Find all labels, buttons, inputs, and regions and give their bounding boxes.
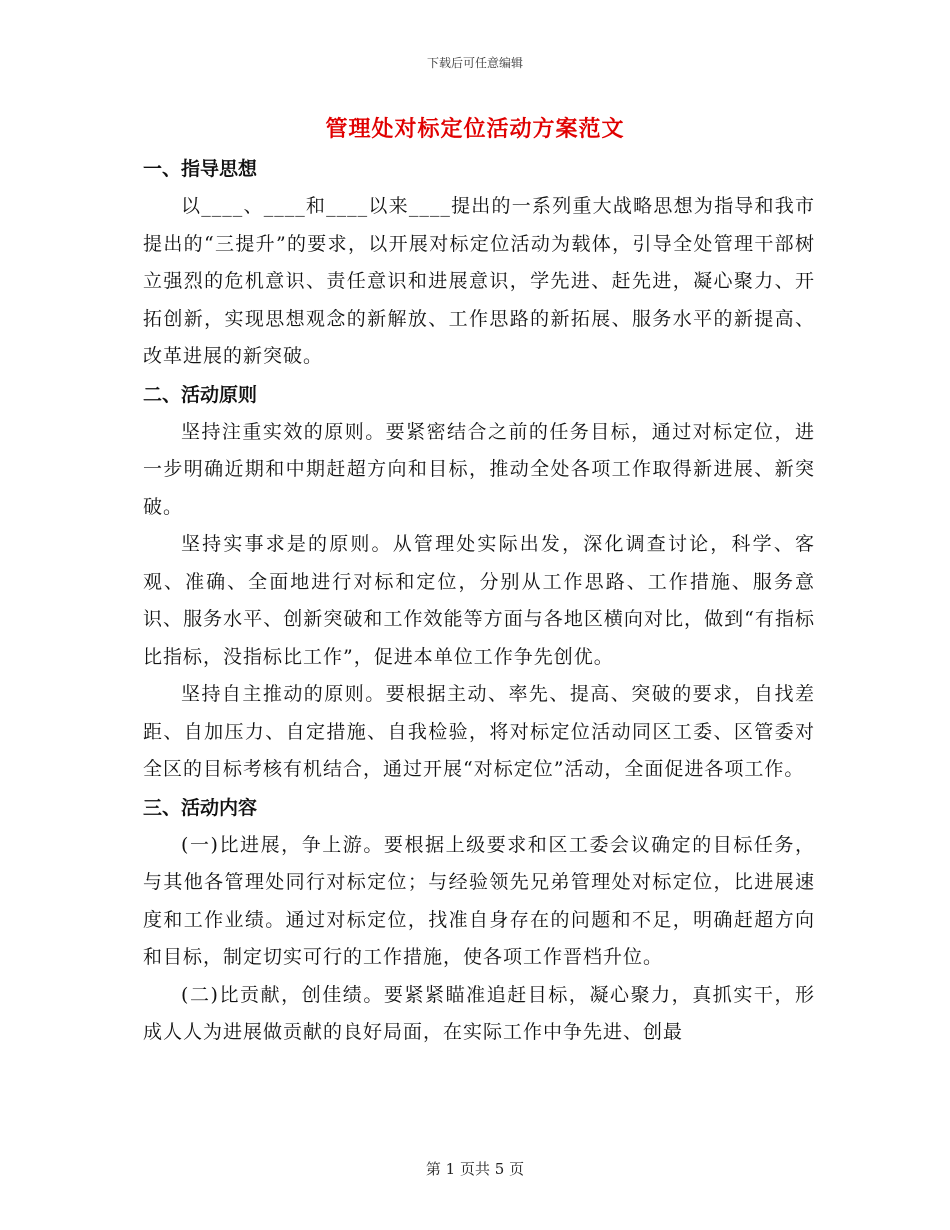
paragraph: 坚持实事求是的原则。从管理处实际出发，深化调查讨论，科学、客观、准确、全面地进行对标和定位，分别从工作思路、工作措施、服务意识、服务水平、创新突破和工作效能等方面与各地区横向对比，做到“有指标比指标，没指标比工作”，促进本单位工作争先创优。 [143,533,815,668]
section-heading-guiding-ideology: 一、指导思想 [143,158,258,180]
section-heading-activity-content: 三、活动内容 [143,796,258,819]
paragraph: 坚持注重实效的原则。要紧密结合之前的任务目标，通过对标定位，进一步明确近期和中期赶超方向和目标，推动全处各项工作取得新进展、新突破。 [143,420,815,518]
paragraph: 以____、____和____以来____提出的一系列重大战略思想为指导和我市提出的“三提升”的要求，以开展对标定位活动为载体，引导全处管理干部树立强烈的危机意识、责任意识和进展意识，学先进、赶先进，凝心聚力、开拓创新，实现思想观念的新解放、工作思路的新拓展、服务水平的新提高、改革进展的新突破。 [143,195,815,367]
paragraph: (一)比进展，争上游。要根据上级要求和区工委会议确定的目标任务，与其他各管理处同行对标定位；与经验领先兄弟管理处对标定位，比进展速度和工作业绩。通过对标定位，找准自身存在的问题和不足，明确赶超方向和目标，制定切实可行的工作措施，使各项工作晋档升位。 [143,833,815,968]
page-footer: 第 1 页共 5 页 [425,1160,525,1178]
paragraph: 坚持自主推动的原则。要根据主动、率先、提高、突破的要求，自找差距、自加压力、自定措施、自我检验，将对标定位活动同区工委、区管委对全区的目标考核有机结合，通过开展“对标定位”活动，全面促进各项工作。 [143,683,815,780]
paragraph: (二)比贡献，创佳绩。要紧紧瞄准追赶目标，凝心聚力，真抓实干，形成人人为进展做贡献的良好局面，在实际工作中争先进、创最 [143,983,815,1043]
document-title: 管理处对标定位活动方案范文 [325,116,625,142]
header-note: 下载后可任意编辑 [426,56,523,70]
document-body [143,150,815,1052]
section-heading-activity-principles: 二、活动原则 [143,383,258,406]
